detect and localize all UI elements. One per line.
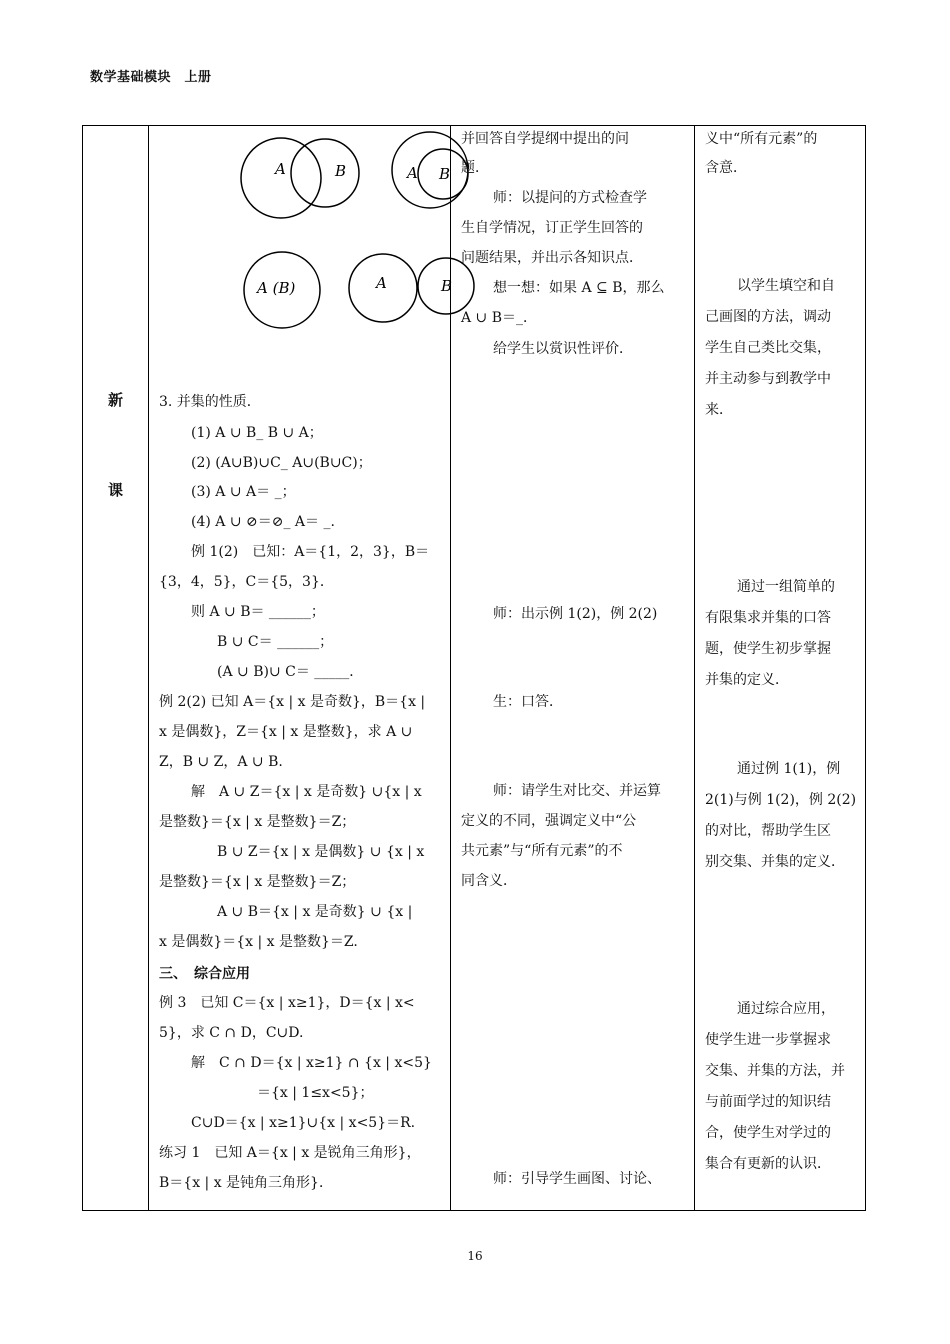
content-line: 练习 1 已知 A＝{x | x 是锐角三角形}， <box>159 1145 421 1161</box>
content-line: B ∪ C＝ ______； <box>217 634 334 650</box>
purpose-line: 合，使学生对学过的 <box>705 1125 831 1141</box>
content-line: B＝{x | x 是钝角三角形}． <box>159 1175 333 1191</box>
content-line: {3，4，5}，C＝{5，3}． <box>159 574 334 590</box>
venn-label: A <box>275 160 286 178</box>
teacher-line: 生自学情况，订正学生回答的 <box>461 220 643 236</box>
venn-circle <box>291 139 359 207</box>
content-line: A ∪ B＝{x | x 是奇数} ∪ {x | <box>217 904 413 920</box>
content-line: 则 A ∪ B＝ ______； <box>191 604 325 620</box>
purpose-line: 别交集、并集的定义． <box>705 854 845 870</box>
section-label-column <box>83 126 148 1210</box>
section-char: 课 <box>107 481 123 499</box>
venn-label: B <box>441 277 453 295</box>
teacher-line: 共元素”与“所有元素”的不 <box>461 843 623 859</box>
teacher-line: 同含义． <box>461 873 517 889</box>
venn-circle <box>241 138 321 218</box>
content-line: 例 2(2) 已知 A＝{x | x 是奇数}，B＝{x | <box>159 694 426 710</box>
purpose-line: 通过一组简单的 <box>737 579 835 595</box>
content-line: C∪D＝{x | x≥1}∪{x | x<5}＝R. <box>191 1115 416 1131</box>
purpose-line: 题，使学生初步掌握 <box>705 641 831 657</box>
teacher-column <box>451 126 693 1210</box>
content-line: x 是偶数}，Z＝{x | x 是整数}，求 A ∪ <box>159 724 413 740</box>
content-line: 是整数}＝{x | x 是整数}＝Z； <box>159 874 356 890</box>
content-line: 3. 并集的性质． <box>159 394 261 410</box>
purpose-line: 并主动参与到教学中 <box>705 371 831 387</box>
content-line: (2) (A∪B)∪C_ A∪(B∪C)； <box>191 455 372 471</box>
content-line: (3) A ∪ A＝ _； <box>191 484 296 500</box>
purpose-line: 通过综合应用， <box>737 1001 835 1017</box>
teacher-line: 师：出示例 1(2)，例 2(2) <box>493 606 658 622</box>
content-line: B ∪ Z＝{x | x 是偶数} ∪ {x | x <box>217 844 425 860</box>
content-line: x 是偶数}＝{x | x 是整数}＝Z. <box>159 934 358 950</box>
purpose-line: 集合有更新的认识． <box>705 1156 831 1172</box>
content-line: Z，B ∪ Z，A ∪ B. <box>159 754 283 770</box>
content-line: 5}，求 C ∩ D，C∪D. <box>159 1025 304 1041</box>
venn-label: A <box>407 164 418 182</box>
content-line: 解 C ∩ D＝{x | x≥1} ∩ {x | x<5} <box>191 1055 432 1071</box>
teacher-line: 并回答自学提纲中提出的问 <box>461 131 629 147</box>
teacher-line: 问题结果，并出示各知识点． <box>461 250 643 266</box>
content-line: 三、 综合应用 <box>159 966 250 982</box>
page-header: 数学基础模块 上册 <box>90 70 212 85</box>
content-line: (4) A ∪ ⊘＝⊘_ A＝ _. <box>191 514 335 530</box>
teacher-line: 师：请学生对比交、并运算 <box>493 783 661 799</box>
purpose-line: 义中“所有元素”的 <box>705 131 818 147</box>
purpose-line: 交集、并集的方法，并 <box>705 1063 845 1079</box>
teacher-line: 想一想：如果 A ⊆ B，那么 <box>493 280 665 296</box>
teacher-line: 生：口答． <box>493 694 563 710</box>
content-column <box>149 126 453 1210</box>
teacher-line: 给学生以赏识性评价． <box>493 341 633 357</box>
venn-label: A (B) <box>257 279 296 297</box>
purpose-line: 与前面学过的知识结 <box>705 1094 831 1110</box>
page-number: 16 <box>467 1249 483 1263</box>
purpose-line: 学生自己类比交集， <box>705 340 831 356</box>
lesson-table <box>82 125 866 1211</box>
venn-label: A <box>376 274 387 292</box>
purpose-line: 的对比，帮助学生区 <box>705 823 831 839</box>
content-line: ＝{x | 1≤x<5}； <box>257 1085 374 1101</box>
purpose-line: 并集的定义． <box>705 672 789 688</box>
purpose-line: 来． <box>705 402 733 418</box>
content-line: (A ∪ B)∪ C＝ _____． <box>217 664 364 680</box>
venn-label: B <box>335 162 347 180</box>
venn-diagrams <box>237 128 477 343</box>
purpose-column <box>695 126 865 1210</box>
venn-label: B <box>439 165 451 183</box>
content-line: (1) A ∪ B_ B ∪ A； <box>191 425 323 441</box>
content-line: 例 3 已知 C＝{x | x≥1}，D＝{x | x< <box>159 995 415 1011</box>
content-line: 例 1(2) 已知：A＝{1，2，3}，B＝ <box>191 544 430 560</box>
teacher-line: 题． <box>461 160 489 176</box>
teacher-line: 师：以提问的方式检查学 <box>493 190 647 206</box>
content-line: 解 A ∪ Z＝{x | x 是奇数} ∪{x | x <box>191 784 422 800</box>
purpose-line: 以学生填空和自 <box>737 278 835 294</box>
purpose-line: 2(1)与例 1(2)，例 2(2) <box>705 792 857 808</box>
teacher-line: 师：引导学生画图、讨论、 <box>493 1171 661 1187</box>
purpose-line: 通过例 1(1)，例 <box>737 761 841 777</box>
teacher-line: A ∪ B＝_． <box>461 310 538 326</box>
section-char: 新 <box>107 391 123 409</box>
purpose-line: 有限集求并集的口答 <box>705 610 831 626</box>
purpose-line: 含意． <box>705 160 747 176</box>
teacher-line: 定义的不同，强调定义中“公 <box>461 813 637 829</box>
purpose-line: 使学生进一步掌握求 <box>705 1032 831 1048</box>
purpose-line: 己画图的方法，调动 <box>705 309 831 325</box>
content-line: 是整数}＝{x | x 是整数}＝Z； <box>159 814 356 830</box>
